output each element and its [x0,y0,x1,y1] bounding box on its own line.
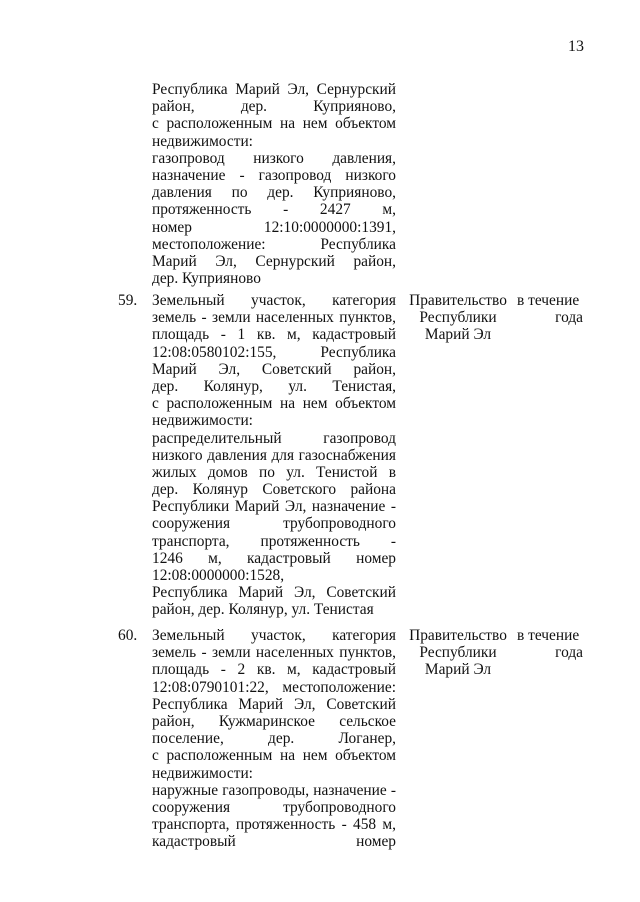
text-line: сооружения трубопроводного [152,515,396,533]
text-line: низкого давления для газоснабжения [152,446,396,464]
execution-term [517,292,583,326]
text-line: номер 12:10:0000000:1391, [152,218,396,236]
term-line: в течение [517,627,580,644]
responsible-line: Правительство [409,627,507,644]
text-line: назначение - газопровод низкого [152,166,396,184]
text-line: Марий Эл, Сернурский район, [152,252,396,270]
text-line: кадастровый номер [152,833,396,851]
text-line: Земельный участок, категория [152,292,396,309]
text-line: протяженность - 2427 м, [152,201,396,219]
row-number: 59. [118,292,138,309]
text-line: район, Кужмаринское сельское [152,712,396,730]
text-line: сооружения трубопроводного [152,798,396,816]
text-line: жилых домов по ул. Тенистой в [152,463,396,481]
text-line: 12:08:0790101:22, местоположение: [152,678,396,696]
text-line: распределительный газопровод [152,429,396,447]
responsible-line: Республики [419,309,497,327]
row-number: 60. [118,627,138,644]
term-line: года [555,644,583,662]
text-line: земель - земли населенных пунктов, [152,644,396,662]
text-line: 1246 м, кадастровый номер [152,549,396,567]
text-line: район, дер. Куприяново, [152,98,396,116]
text-line: дер. Колянур Советского района [152,481,396,499]
text-line: 12:08:0000000:1528, [152,567,285,584]
text-line: район, дер. Колянур, ул. Тенистая [152,601,374,619]
text-line: земель - земли населенных пунктов, [152,309,396,327]
text-line: Республика Марий Эл, Сернурский [152,81,396,98]
text-line: давления по дер. Куприяново, [152,184,396,202]
text-line: недвижимости: [152,132,253,150]
text-line: Земельный участок, категория [152,627,396,644]
text-line: Марий Эл, Советский район, [152,360,396,378]
text-line: Республика Марий Эл, Советский [152,695,396,713]
text-line: 12:08:0580102:155, Республика [152,343,396,361]
text-line: недвижимости: [152,412,253,430]
text-line: дер. Колянур, ул. Тенистая, [152,377,396,395]
text-line: Республики Марий Эл, назначение - [152,498,396,516]
responsible-line: Республики [419,644,497,662]
text-line: транспорта, протяженность - 458 м, [152,816,396,834]
text-line: транспорта, протяженность - [152,532,396,550]
text-line: поселение, дер. Логанер, [152,730,396,748]
responsible-line: Правительство [409,292,507,309]
term-line: года [555,309,583,327]
responsible-line: Марий Эл [424,326,492,344]
text-line: дер. Куприяново [152,270,261,288]
term-line: в течение [517,292,580,309]
text-line: с расположенным на нем объектом [152,115,396,133]
responsible-body [409,627,507,679]
text-line: с расположенным на нем объектом [152,395,396,413]
object-description [152,627,396,850]
object-description [152,292,396,619]
text-line: Республика Марий Эл, Советский [152,584,396,602]
text-line: площадь - 1 кв. м, кадастровый [152,326,396,344]
text-line: площадь - 2 кв. м, кадастровый [152,661,396,679]
text-line: недвижимости: [152,764,253,782]
text-line: местоположение: Республика [152,235,396,253]
page-number: 13 [568,38,584,55]
responsible-body [409,292,507,344]
continued-description [152,81,396,287]
text-line: газопровод низкого давления, [152,149,396,167]
text-line: с расположенным на нем объектом [152,747,396,765]
text-line: наружные газопроводы, назначение - [152,781,396,799]
execution-term [517,627,583,661]
responsible-line: Марий Эл [424,661,492,679]
